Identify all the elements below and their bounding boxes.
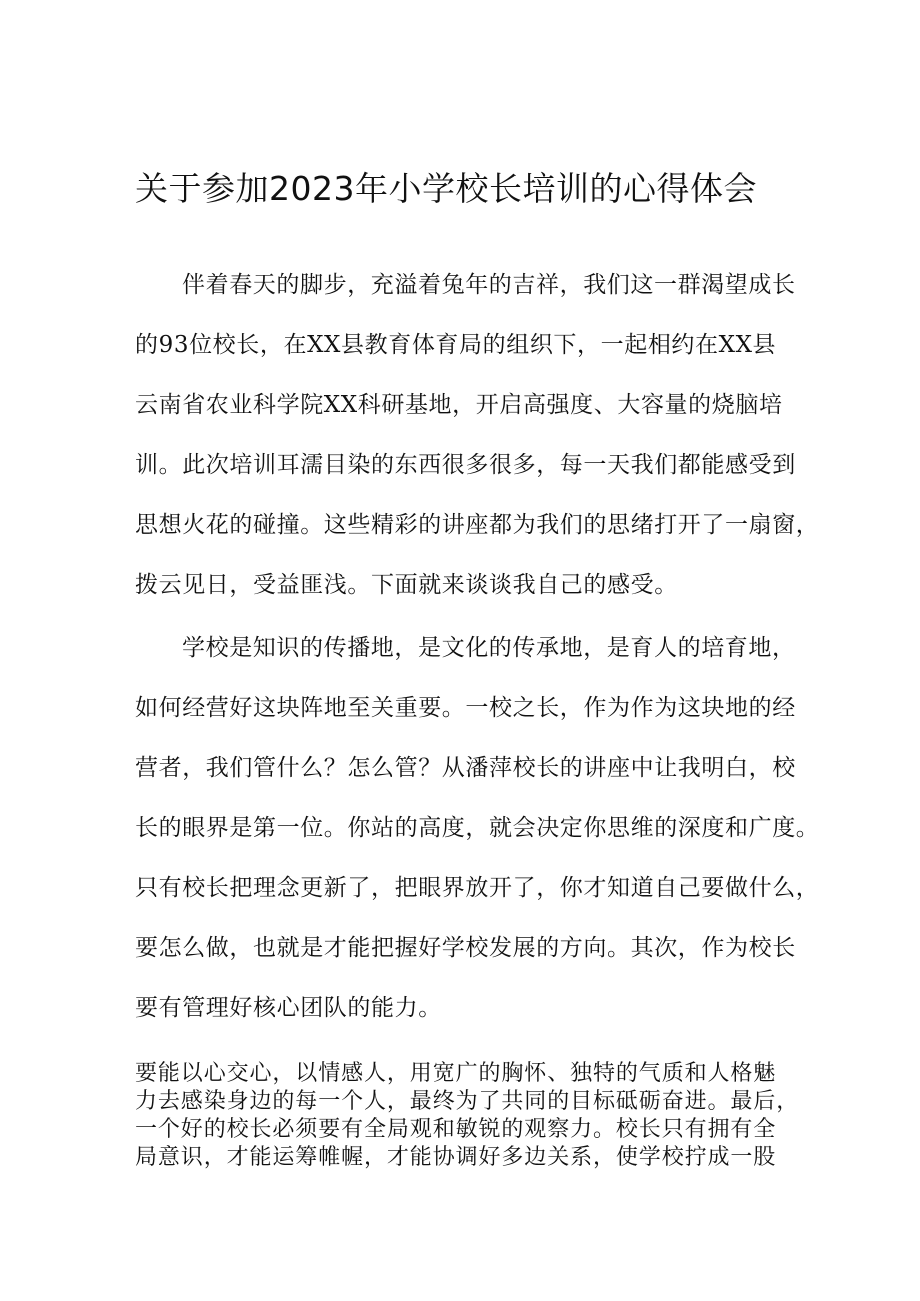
paragraph-line: 拨云见日，受益匪浅。下面就来谈谈我自己的感受。 — [135, 572, 678, 598]
paragraph-line: 营者，我们管什么？怎么管？从潘萍校长的讲座中让我明白，校 — [135, 755, 796, 781]
paragraph-line: 要能以心交心，以情感人，用宽广的胸怀、独特的气质和人格魅 — [135, 1061, 777, 1086]
document-title: 关于参加2023年小学校长培训的心得体会 — [135, 169, 757, 208]
paragraph-3 — [135, 1060, 800, 1172]
paragraph-line: 局意识，才能运筹帷幄，才能协调好多边关系，使学校拧成一股 — [135, 1145, 777, 1170]
paragraph-line: 伴着春天的脚步，充溢着兔年的吉祥，我们这一群渴望成长 — [182, 272, 796, 298]
paragraph-line: 力去感染身边的每一个人，最终为了共同的目标砥砺奋进。最后， — [135, 1089, 800, 1114]
paragraph-line: 思想火花的碰撞。这些精彩的讲座都为我们的思绪打开了一扇窗， — [135, 512, 820, 538]
paragraph-line: 学校是知识的传播地，是文化的传承地，是育人的培育地， — [182, 635, 796, 661]
paragraph-line: 的93位校长，在XX县教育体育局的组织下，一起相约在XX县 — [135, 332, 777, 358]
paragraph-line: 如何经营好这块阵地至关重要。一校之长，作为作为这块地的经 — [135, 695, 796, 721]
paragraph-line: 长的眼界是第一位。你站的高度，就会决定你思维的深度和广度。 — [135, 815, 820, 841]
paragraph-line: 训。此次培训耳濡目染的东西很多很多，每一天我们都能感受到 — [135, 452, 796, 478]
paragraph-line: 只有校长把理念更新了，把眼界放开了，你才知道自己要做什么， — [135, 875, 820, 901]
paragraph-line: 要怎么做，也就是才能把握好学校发展的方向。其次，作为校长 — [135, 935, 796, 961]
paragraph-line: 云南省农业科学院XX科研基地，开启高强度、大容量的烧脑培 — [135, 392, 783, 418]
paragraph-line: 要有管理好核心团队的能力。 — [135, 995, 442, 1021]
paragraph-line: 一个好的校长必须要有全局观和敏锐的观察力。校长只有拥有全 — [135, 1117, 777, 1142]
paragraph-2 — [135, 618, 820, 1038]
paragraph-1 — [135, 255, 820, 615]
